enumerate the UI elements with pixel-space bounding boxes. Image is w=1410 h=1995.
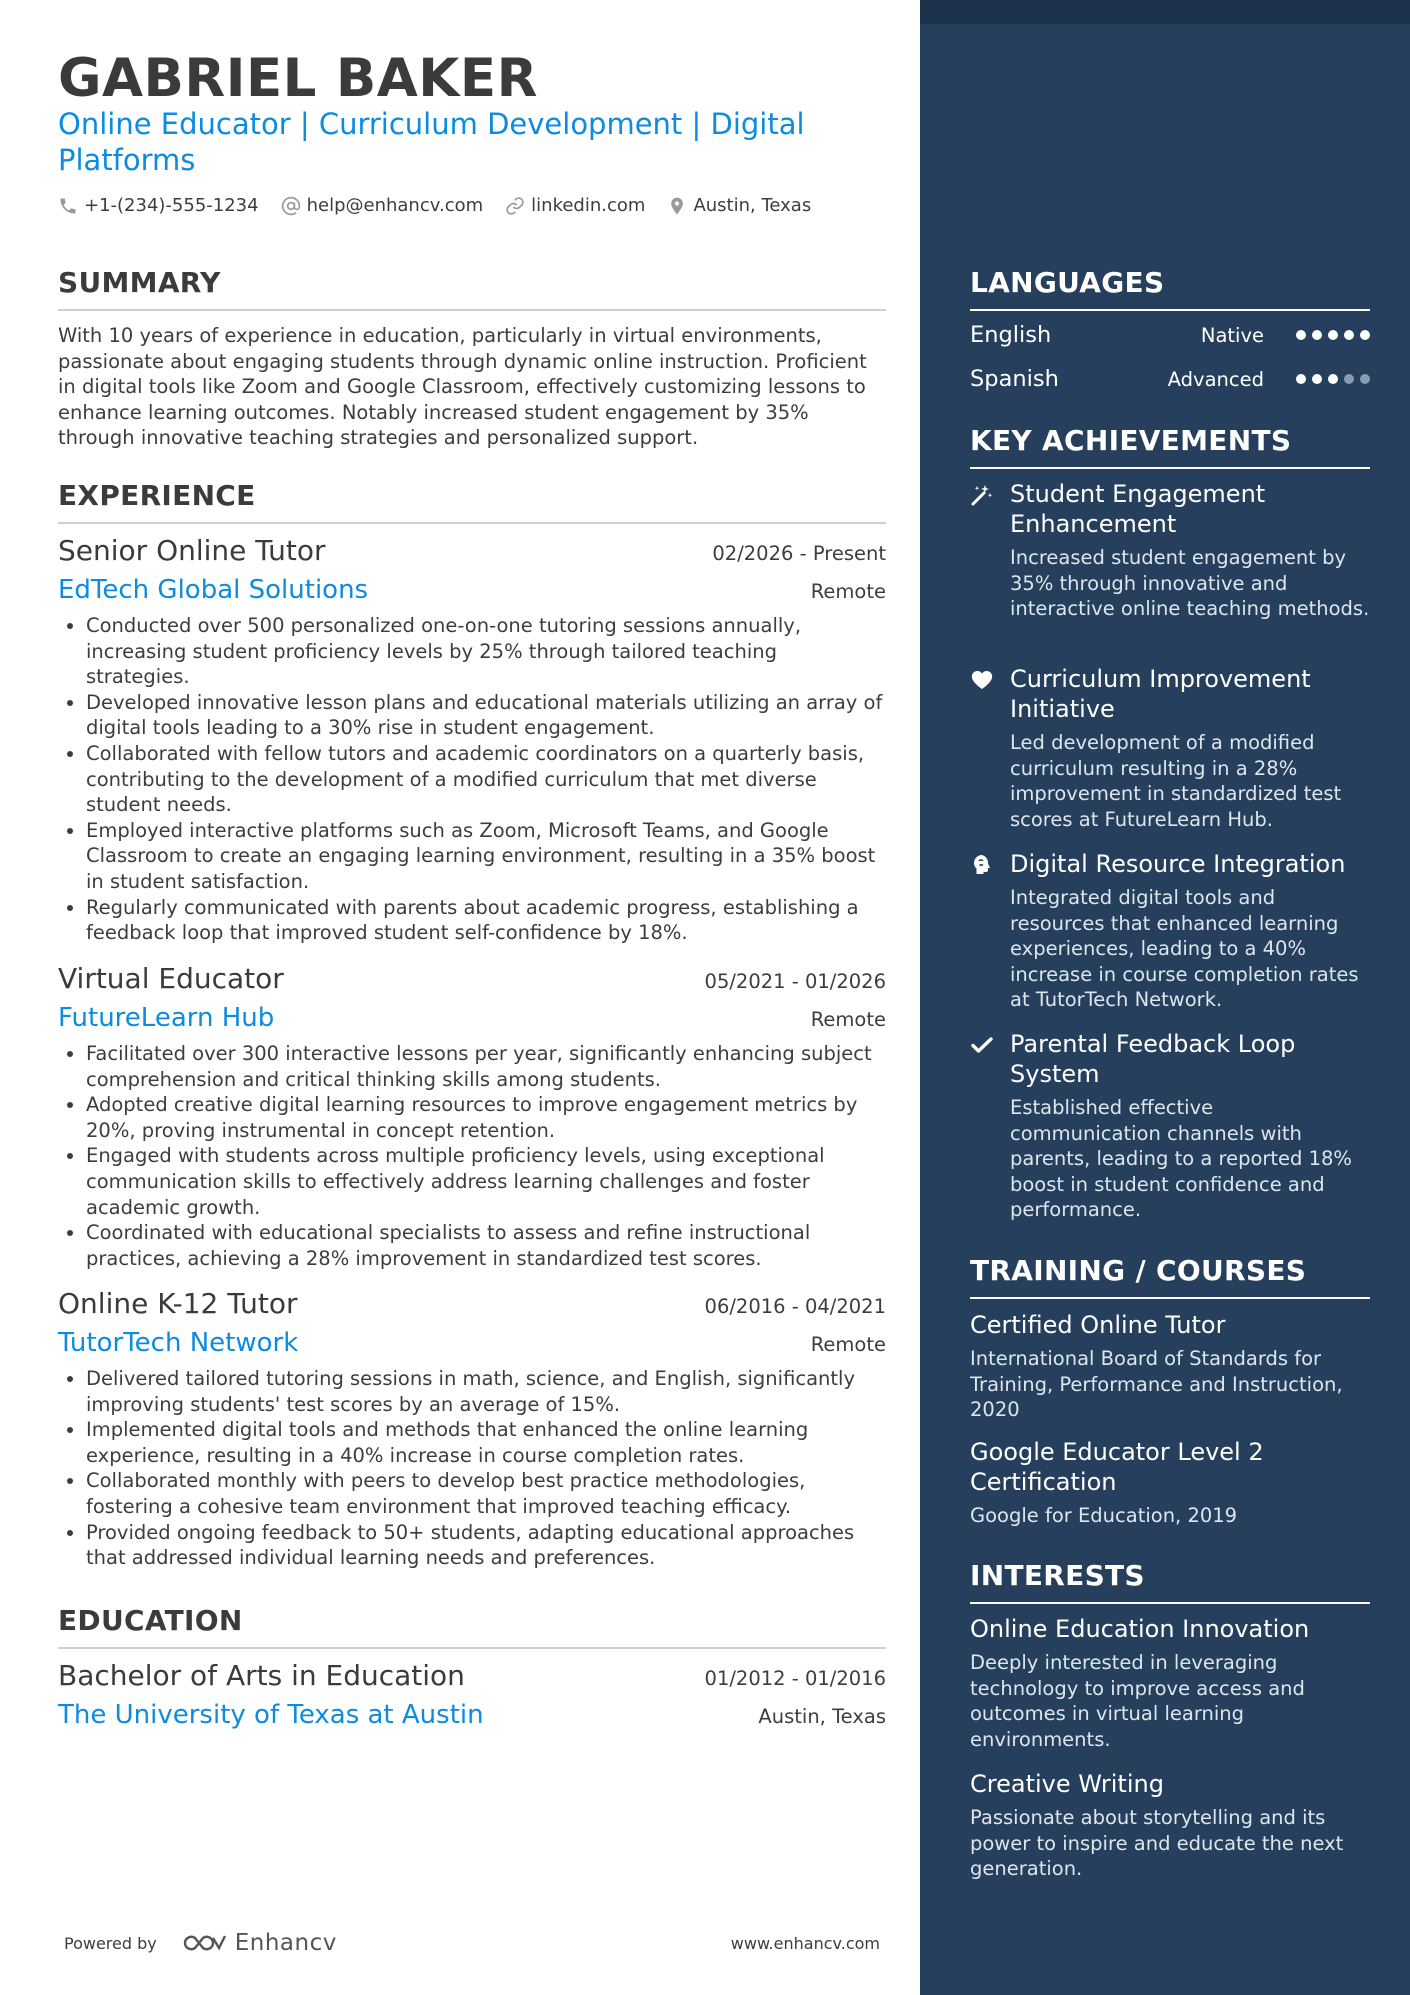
achievement-item	[970, 849, 1370, 1013]
training-desc: Google for Education, 2019	[970, 1504, 1238, 1527]
interest-item	[970, 1614, 1370, 1752]
footer-url[interactable]: www.enhancv.com	[730, 1933, 880, 1953]
language-rating	[1296, 374, 1370, 384]
contact-bar	[58, 195, 811, 216]
rating-dot	[1328, 330, 1338, 340]
job-entry	[58, 962, 886, 1271]
achievement-desc: Led development of a modified curriculum resulting in a 28% improvement in standardized test scores at FutureLearn Hub.	[1010, 731, 1342, 831]
language-name: Spanish	[970, 366, 1059, 392]
job-bullet: • Collaborated with fellow tutors and academic coordinators on a quarterly basis, contributing to the development of a modified curriculum that met diverse student needs.	[86, 741, 886, 818]
language-rating	[1296, 330, 1370, 340]
sidebar	[920, 0, 1410, 1995]
interest-title: Online Education Innovation	[970, 1615, 1310, 1643]
achievement-desc: Increased student engagement by 35% through innovative and interactive online teaching methods.	[1010, 546, 1370, 621]
rating-dot	[1344, 330, 1354, 340]
job-company[interactable]: FutureLearn Hub	[58, 1003, 275, 1033]
job-bullet: • Engaged with students across multiple proficiency levels, using exceptional communication skills to effectively address learning challenges and foster academic growth.	[86, 1143, 886, 1220]
degree: Bachelor of Arts in Education	[58, 1659, 465, 1692]
achievement-item	[970, 479, 1370, 622]
contact-phone[interactable]	[58, 195, 259, 216]
job-role: Senior Online Tutor	[58, 534, 326, 567]
rating-dot	[1312, 374, 1322, 384]
rating-dot	[1360, 330, 1370, 340]
phone-icon	[58, 196, 78, 216]
job-bullet: • Facilitated over 300 interactive lessons per year, significantly enhancing subject comprehension and critical thinking skills among students.	[86, 1041, 886, 1092]
job-bullet: • Regularly communicated with parents about academic progress, establishing a feedback loop that improved student self-confidence by 18%.	[86, 895, 886, 946]
education-dates: 01/2012 - 01/2016	[704, 1667, 886, 1690]
email-text: help@enhancv.com	[306, 195, 484, 216]
job-bullets	[58, 613, 886, 946]
brand-logo[interactable]	[181, 1930, 337, 1956]
footer	[64, 1930, 880, 1956]
job-entry	[58, 1287, 886, 1571]
language-row	[970, 322, 1370, 348]
magic-wand-icon	[970, 483, 994, 507]
language-level: Native	[1200, 323, 1264, 347]
achievement-title: Digital Resource Integration	[1010, 850, 1346, 878]
checkmark-icon	[970, 1033, 994, 1057]
experience-heading: EXPERIENCE	[58, 479, 886, 524]
job-company[interactable]: EdTech Global Solutions	[58, 575, 369, 605]
job-dates: 06/2016 - 04/2021	[704, 1295, 886, 1318]
job-bullet: • Employed interactive platforms such as Zoom, Microsoft Teams, and Google Classroom to create an engaging learning environment, resulting in a 35% boost in student satisfaction.	[86, 818, 886, 895]
training-desc: International Board of Standards for Training, Performance and Instruction, 2020	[970, 1347, 1343, 1422]
training-heading: TRAINING / COURSES	[970, 1254, 1370, 1299]
link-icon	[505, 196, 525, 216]
training-item	[970, 1437, 1370, 1529]
language-row	[970, 366, 1370, 392]
brand-name: Enhancv	[234, 1930, 337, 1956]
rating-dot	[1344, 374, 1354, 384]
training-title: Google Educator Level 2 Certification	[970, 1438, 1264, 1496]
education-location: Austin, Texas	[758, 1705, 886, 1728]
contact-linkedin[interactable]	[505, 195, 645, 216]
interest-item	[970, 1769, 1370, 1882]
rating-dot	[1312, 330, 1322, 340]
achievement-item	[970, 1029, 1370, 1223]
job-bullet: • Adopted creative digital learning resources to improve engagement metrics by 20%, proving instrumental in concept retention.	[86, 1092, 886, 1143]
powered-by-label: Powered by	[64, 1933, 157, 1953]
job-bullet: • Coordinated with educational specialists to assess and refine instructional practices, achieving a 28% improvement in standardized test scores.	[86, 1220, 886, 1271]
contact-location	[667, 195, 811, 216]
interests-heading: INTERESTS	[970, 1559, 1370, 1604]
interest-desc: Passionate about storytelling and its power to inspire and educate the next generation.	[970, 1806, 1344, 1881]
phone-text: +1-(234)-555-1234	[84, 195, 259, 216]
rating-dot	[1328, 374, 1338, 384]
education-heading: EDUCATION	[58, 1604, 886, 1649]
job-bullet: • Developed innovative lesson plans and educational materials utilizing an array of digital tools leading to a 30% rise in student engagement.	[86, 690, 886, 741]
achievement-title: Student Engagement Enhancement	[1010, 480, 1266, 538]
job-company[interactable]: TutorTech Network	[58, 1328, 299, 1358]
interest-title: Creative Writing	[970, 1770, 1164, 1798]
summary-text: With 10 years of experience in education, particularly in virtual environments, passionate about engaging students through dynamic online instruction. Proficient in digital tools like Zoom and Google Classroom, effectively customizing lessons to enhance learning outcomes. Notably increased student engagement by 35% through innovative teaching strategies and personalized support.	[58, 324, 867, 450]
location-pin-icon	[667, 196, 687, 216]
job-bullets	[58, 1366, 886, 1571]
languages-heading: LANGUAGES	[970, 266, 1370, 311]
language-name: English	[970, 322, 1052, 348]
headline: Online Educator | Curriculum Development | Digital Platforms	[58, 107, 805, 177]
achievement-desc: Integrated digital tools and resources that enhanced learning experiences, leading to a 40% increase in course completion rates at TutorTech Network.	[1010, 886, 1359, 1012]
training-item	[970, 1310, 1370, 1423]
job-dates: 02/2026 - Present	[712, 542, 886, 565]
training-title: Certified Online Tutor	[970, 1311, 1226, 1339]
candidate-name: GABRIEL BAKER	[58, 48, 538, 109]
job-role: Online K-12 Tutor	[58, 1287, 298, 1320]
linkedin-text: linkedin.com	[531, 195, 646, 216]
rating-dot	[1296, 330, 1306, 340]
interest-desc: Deeply interested in leveraging technology to improve access and outcomes in virtual learning environments.	[970, 1651, 1305, 1751]
achievement-item	[970, 664, 1370, 832]
achievements-heading: KEY ACHIEVEMENTS	[970, 424, 1370, 469]
achievement-title: Parental Feedback Loop System	[1010, 1030, 1296, 1088]
job-entry	[58, 534, 886, 946]
job-bullet: • Collaborated monthly with peers to develop best practice methodologies, fostering a cohesive team environment that improved teaching efficacy.	[86, 1468, 886, 1519]
achievement-title: Curriculum Improvement Initiative	[1010, 665, 1311, 723]
sidebar-top-bar	[920, 0, 1410, 24]
summary-heading: SUMMARY	[58, 266, 886, 311]
job-location: Remote	[810, 580, 886, 603]
language-level: Advanced	[1167, 367, 1264, 391]
job-bullet: • Delivered tailored tutoring sessions in math, science, and English, significantly improving students' test scores by an average of 15%.	[86, 1366, 886, 1417]
job-bullet: • Provided ongoing feedback to 50+ students, adapting educational approaches that addressed individual learning needs and preferences.	[86, 1520, 886, 1571]
job-location: Remote	[810, 1008, 886, 1031]
enhancv-logo-icon	[181, 1930, 229, 1956]
at-sign-icon	[281, 196, 301, 216]
job-bullet: • Implemented digital tools and methods that enhanced the online learning experience, resulting in a 40% increase in course completion rates.	[86, 1417, 886, 1468]
education-entry	[58, 1659, 886, 1730]
job-bullets	[58, 1041, 886, 1271]
achievement-desc: Established effective communication channels with parents, leading to a reported 18% boost in student confidence and performance.	[1010, 1096, 1352, 1222]
powered-by	[64, 1930, 337, 1956]
rating-dot	[1360, 374, 1370, 384]
contact-email[interactable]	[281, 195, 484, 216]
location-text: Austin, Texas	[693, 195, 812, 216]
job-role: Virtual Educator	[58, 962, 284, 995]
brain-icon	[970, 853, 994, 877]
job-location: Remote	[810, 1333, 886, 1356]
rating-dot	[1296, 374, 1306, 384]
job-bullet: • Conducted over 500 personalized one-on-one tutoring sessions annually, increasing student proficiency levels by 25% through tailored teaching strategies.	[86, 613, 886, 690]
job-dates: 05/2021 - 01/2026	[704, 970, 886, 993]
school[interactable]: The University of Texas at Austin	[58, 1700, 484, 1730]
heart-icon	[970, 668, 994, 692]
